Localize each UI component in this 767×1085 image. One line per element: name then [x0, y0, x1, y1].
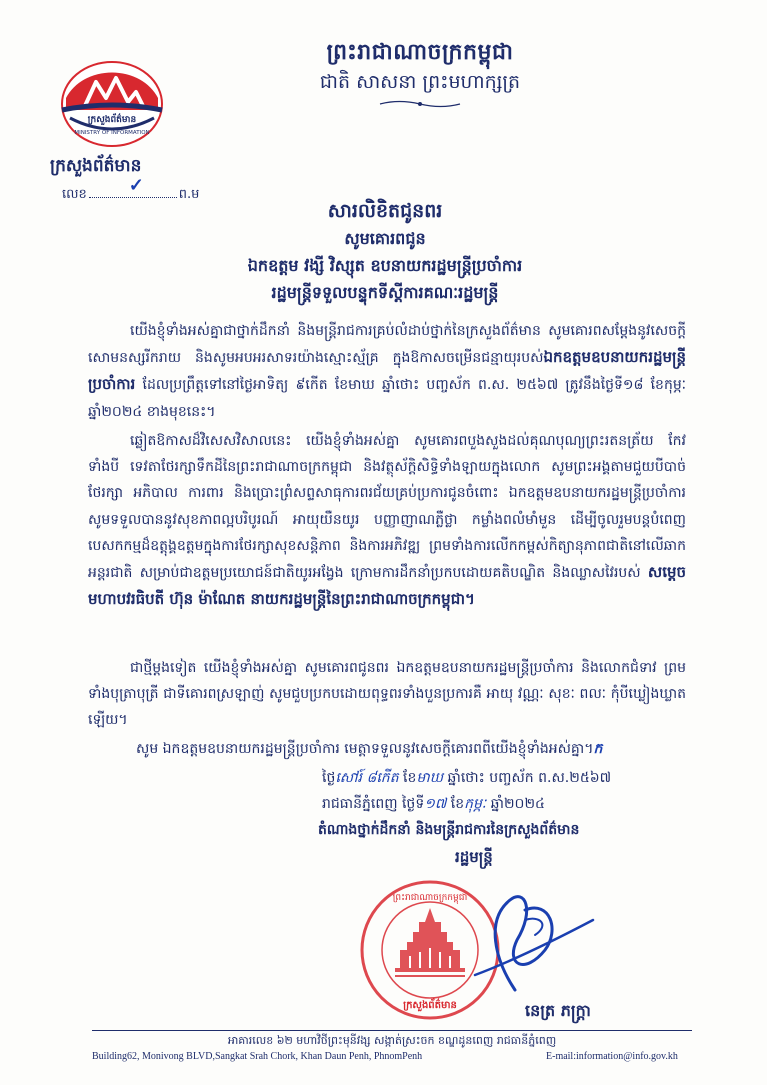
logo-kh-text: ក្រសួងព័ត៌មាន — [87, 115, 137, 125]
solar-year: ឆ្នាំ២០២៤ — [490, 796, 545, 812]
national-motto: ជាតិ សាសនា ព្រះមហាក្សត្រ — [319, 71, 521, 93]
lunar-year: ឆ្នាំថោះ បញ្ចស័ក ព.ស.២៥៦៧ — [447, 770, 612, 786]
solar-date-line — [322, 794, 545, 815]
footer-divider — [92, 1030, 692, 1031]
salutation: សូមគោរពជូន — [344, 229, 426, 248]
handwritten-initial: ក — [593, 741, 603, 757]
lunar-prefix: ថ្ងៃ — [322, 770, 336, 786]
lunar-day-handwritten: សៅរ៍ ៨កើត — [335, 770, 399, 786]
footer-address-en: Building62, Monivong BLVD,Sangkat Srah Chork, Khan Daun Penh, PhnomPenh — [92, 1051, 423, 1062]
recipient-title: រដ្ឋមន្ត្រីទទួលបន្ទុកទីស្តីការគណៈរដ្ឋមន្ត្រី — [271, 283, 499, 302]
paragraph-2-text: ឆ្លៀតឱកាសដ៏វិសេសវិសាលនេះ យើងខ្ញុំទាំងអស់គ្នា សូមគោរពបួងសួងដល់គុណបុណ្យព្រះរតនត្រ័យ កែវទាំងបី ទេវតាថែរក្សាទឹកដីនៃព្រះរាជាណាចក្រកម្ពុជា និងវត្ថុស័ក្តិសិទ្ធិទាំងឡាយក្នុងលោក សូមព្រះអង្គតាមជួយបីបាច់ថែរក្សា អភិបាល ការពារ និងប្រោះព្រំសព្ទសាធុការពរជ័យគ្រប់ប្រការជូនចំពោះ ឯកឧត្តមឧបនាយករដ្ឋមន្ត្រីប្រចាំការ សូមទទួលបាននូវសុខភាពល្អបរិបូរណ៍ អាយុយឺនយូរ បញ្ញាញាណភ្លឺថ្លា កម្លាំងពលំមាំមួន ដើម្បីចូលរួមបន្តបំពេញបេសកកម្មដ៏ឧត្តុង្គឧត្តមក្នុងការថែរក្សាសុខសន្តិភាព និងការអភិវឌ្ឍ ព្រមទាំងការលើកកម្ពស់កិត្យានុភាពជាតិនៅលើឆាកអន្តរជាតិ សម្រាប់ជាឧត្តមប្រយោជន៍ជាតិយូរអង្វែង ក្រោមការដឹកនាំប្រកបដោយគតិបណ្ឌិត និងឈ្លាសវៃរបស់ — [88, 433, 686, 582]
lunar-date-line — [322, 768, 611, 789]
paragraph-4-text: សូម ឯកឧត្តមឧបនាយករដ្ឋមន្ត្រីប្រចាំការ មេត្តាទទួលនូវសេចក្តីគោរពពីយើងខ្ញុំទាំងអស់គ្នា។ — [136, 741, 594, 757]
paragraph-3: ជាថ្មីម្តងទៀត យើងខ្ញុំទាំងអស់គ្នា សូមគោរពជូនពរ ឯកឧត្តមឧបនាយករដ្ឋមន្ត្រីប្រចាំការ និងលោកជំទាវ ព្រមទាំងបុត្រាបុត្រី ជាទីគោរពស្រឡាញ់ សូមជួបប្រកបដោយពុទ្ធពរទាំងបួនប្រការគឺ អាយុ វណ្ណៈ សុខៈ ពលៈ កុំបីឃ្លៀងឃ្លាតឡើយ។ — [88, 660, 686, 729]
reference-label: លេខ — [62, 187, 87, 202]
reference-blank — [89, 175, 177, 198]
solar-day-handwritten: ១៧ — [424, 796, 447, 812]
footer-email: E-mail:information@info.gov.kh — [546, 1051, 678, 1062]
paragraph-1-text-b: ដែលប្រព្រឹត្តទៅនៅថ្ងៃអាទិត្យ ៩កើត ខែមាឃ ឆ្នាំថោះ បញ្ចស័ក ព.ស. ២៥៦៧ ត្រូវនឹងថ្ងៃទី១៨ ខែកុម្ភៈ ឆ្នាំ២០២៤ ខាងមុខនេះ។ — [88, 377, 686, 420]
paragraph-2-bold: សម្តេចមហាបវរធិបតី ហ៊ុន ម៉ាណែត នាយករដ្ឋមន្ត្រីនៃព្រះរាជាណាចក្រកម្ពុជា។ — [88, 563, 686, 609]
signer-role: រដ្ឋមន្ត្រី — [455, 848, 493, 866]
seal-top-text: ព្រះរាជាណាចក្រកម្ពុជា — [392, 893, 468, 903]
solar-prefix: រាជធានីភ្នំពេញ ថ្ងៃទី — [322, 796, 425, 812]
paragraph-2 — [88, 428, 686, 613]
solar-month-handwritten: កុម្ភៈ — [464, 796, 487, 812]
reference-suffix: ព.ម — [178, 187, 200, 202]
lunar-month-handwritten: មាឃ — [416, 770, 444, 786]
paragraph-1 — [88, 318, 686, 425]
letter-title: សារលិខិតជូនពរ — [327, 200, 443, 222]
signer-title: តំណាងថ្នាក់ដឹកនាំ និងមន្ត្រីរាជការនៃក្រសួងព័ត៌មាន — [318, 822, 580, 838]
paragraph-1-text-a: យើងខ្ញុំទាំងអស់គ្នាជាថ្នាក់ដឹកនាំ និងមន្ត្រីរាជការគ្រប់លំដាប់ថ្នាក់នៃក្រសួងព័ត៌មាន សូមគោរពសម្តែងនូវសេចក្តីសោមនស្សរីករាយ និងសូមអបអរសាទរយ៉ាងស្មោះស្ម័គ្រ ក្នុងឱកាសចម្រើនជន្មាយុរបស់ — [88, 323, 686, 367]
kingdom-heading: ព្រះរាជាណាចក្រកម្ពុជា — [326, 39, 514, 65]
ministry-logo-icon — [58, 58, 166, 150]
lunar-month-label: ខែ — [403, 770, 417, 786]
recipient-name: ឯកឧត្តម វង្សី វិស្សុត ឧបនាយករដ្ឋមន្ត្រីប្រចាំការ — [247, 256, 523, 275]
seal-bottom-text: ក្រសួងព័ត៌មាន — [403, 1000, 457, 1011]
footer-address-kh: អាគារលេខ ៦២ មហាវិថីព្រះមុនីវង្ស សង្កាត់ស្រះចក ខណ្ឌដូនពេញ រាជធានីភ្នំពេញ — [227, 1034, 557, 1047]
solar-month-label: ខែ — [450, 796, 465, 812]
ornament-divider-icon — [378, 100, 462, 108]
checkmark-icon: ✓ — [128, 175, 144, 196]
signature-icon — [455, 880, 595, 1000]
ministry-name: ក្រសួងព័ត៌មាន — [50, 156, 142, 176]
paragraph-4 — [88, 736, 686, 762]
paragraph-1-bold: ឯកឧត្តមឧបនាយករដ្ឋមន្ត្រីប្រចាំការ — [88, 348, 686, 394]
logo-en-text: MINISTRY OF INFORMATION — [74, 130, 150, 136]
letter-title-block — [150, 198, 620, 306]
signer-name: នេត្រ ភក្ត្រា — [525, 1001, 591, 1020]
